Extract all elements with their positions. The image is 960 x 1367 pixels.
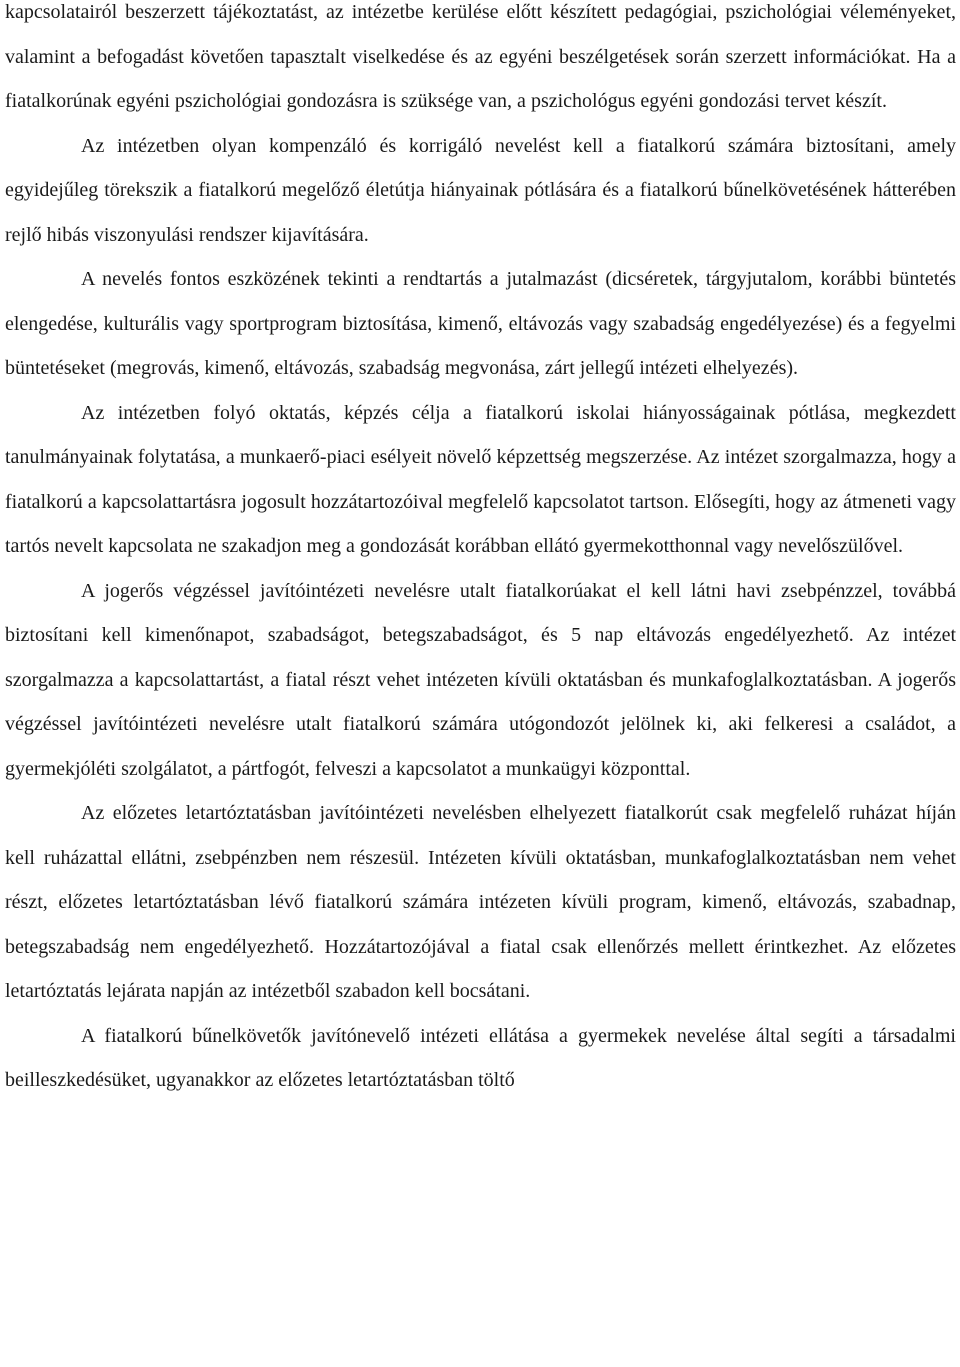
document-page: [5, 0, 956, 1103]
paragraph-continuation: kapcsolatairól beszerzett tájékoztatást, az intézetbe kerülése előtt készített pedagógiai, pszichológiai véleményeket, valamint a befogadást követően tapasztalt viselkedése és az egyéni beszélgetések során szerzett információkat. Ha a fiatalkorúnak egyéni pszichológiai gondozásra is szüksége van, a pszichológus egyéni gondozási tervet készít.: [5, 1, 956, 112]
paragraph-pocket-money-leave: A jogerős végzéssel javítóintézeti nevelésre utalt fiatalkorúakat el kell látni havi zsebpénzzel, továbbá biztosítani kell kimenőnapot, szabadságot, betegszabadságot, és 5 nap eltávozás engedélyezhető. Az intézet szorgalmazza a kapcsolattartást, a fiatal részt vehet intézeten kívüli oktatásban és munkafoglalkoztatásban. A jogerős végzéssel javítóintézeti nevelésre utalt fiatalkorú számára utógondozót jelölnek ki, aki felkeresi a családot, a gyermekjóléti szolgálatot, a pártfogót, felveszi a kapcsolatot a munkaügyi központtal.: [5, 579, 956, 780]
paragraph-education-training: Az intézetben folyó oktatás, képzés célja a fiatalkorú iskolai hiányosságainak pótlása, megkezdett tanulmányainak folytatása, a munkaerő-piaci esélyeit növelő képzettség megszerzése. Az intézet szorgalmazza, hogy a fiatalkorú a kapcsolattartásra jogosult hozzátartozóival megfelelő kapcsolatot tartson. Elősegíti, hogy az átmeneti vagy tartós nevelt kapcsolata ne szakadjon meg a gondozását korábban ellátó gyermekotthonnal vagy nevelőszülővel.: [5, 401, 956, 557]
paragraph-pretrial-detention: Az előzetes letartóztatásban javítóintézeti nevelésben elhelyezett fiatalkorút csak megfelelő ruházat híján kell ruházattal ellátni, zsebpénzben nem részesül. Intézeten kívüli oktatásban, munkafoglalkoztatásban nem vehet részt, előzetes letartóztatásban lévő fiatalkorú számára intézeten kívüli program, kimenő, eltávozás, szabadnap, betegszabadság nem engedélyezhető. Hozzátartozójával a fiatal csak ellenőrzés mellett érintkezhet. Az előzetes letartóztatás lejárata napján az intézetből szabadon kell bocsátani.: [5, 802, 956, 1002]
paragraph-social-integration: A fiatalkorú bűnelkövetők javítónevelő intézeti ellátása a gyermekek nevelése által segíti a társadalmi beilleszkedésüket, ugyanakkor az előzetes letartóztatásban töltő: [5, 1024, 956, 1091]
paragraph-compensating-education: Az intézetben olyan kompenzáló és korrigáló nevelést kell a fiatalkorú számára biztosítani, amely egyidejűleg törekszik a fiatalkorú megelőző életútja hiányainak pótlására és a fiatalkorú bűnelkövetésének hátterében rejlő hibás viszonyulási rendszer kijavítására.: [5, 134, 956, 246]
paragraph-rewards-discipline: A nevelés fontos eszközének tekinti a rendtartás a jutalmazást (dicséretek, tárgyjutalom, korábbi büntetés elengedése, kulturális vagy sportprogram biztosítása, kimenő, eltávozás vagy szabadság engedélyezése) és a fegyelmi büntetéseket (megrovás, kimenő, eltávozás, szabadság megvonása, zárt jellegű intézeti elhelyezés).: [5, 268, 956, 379]
